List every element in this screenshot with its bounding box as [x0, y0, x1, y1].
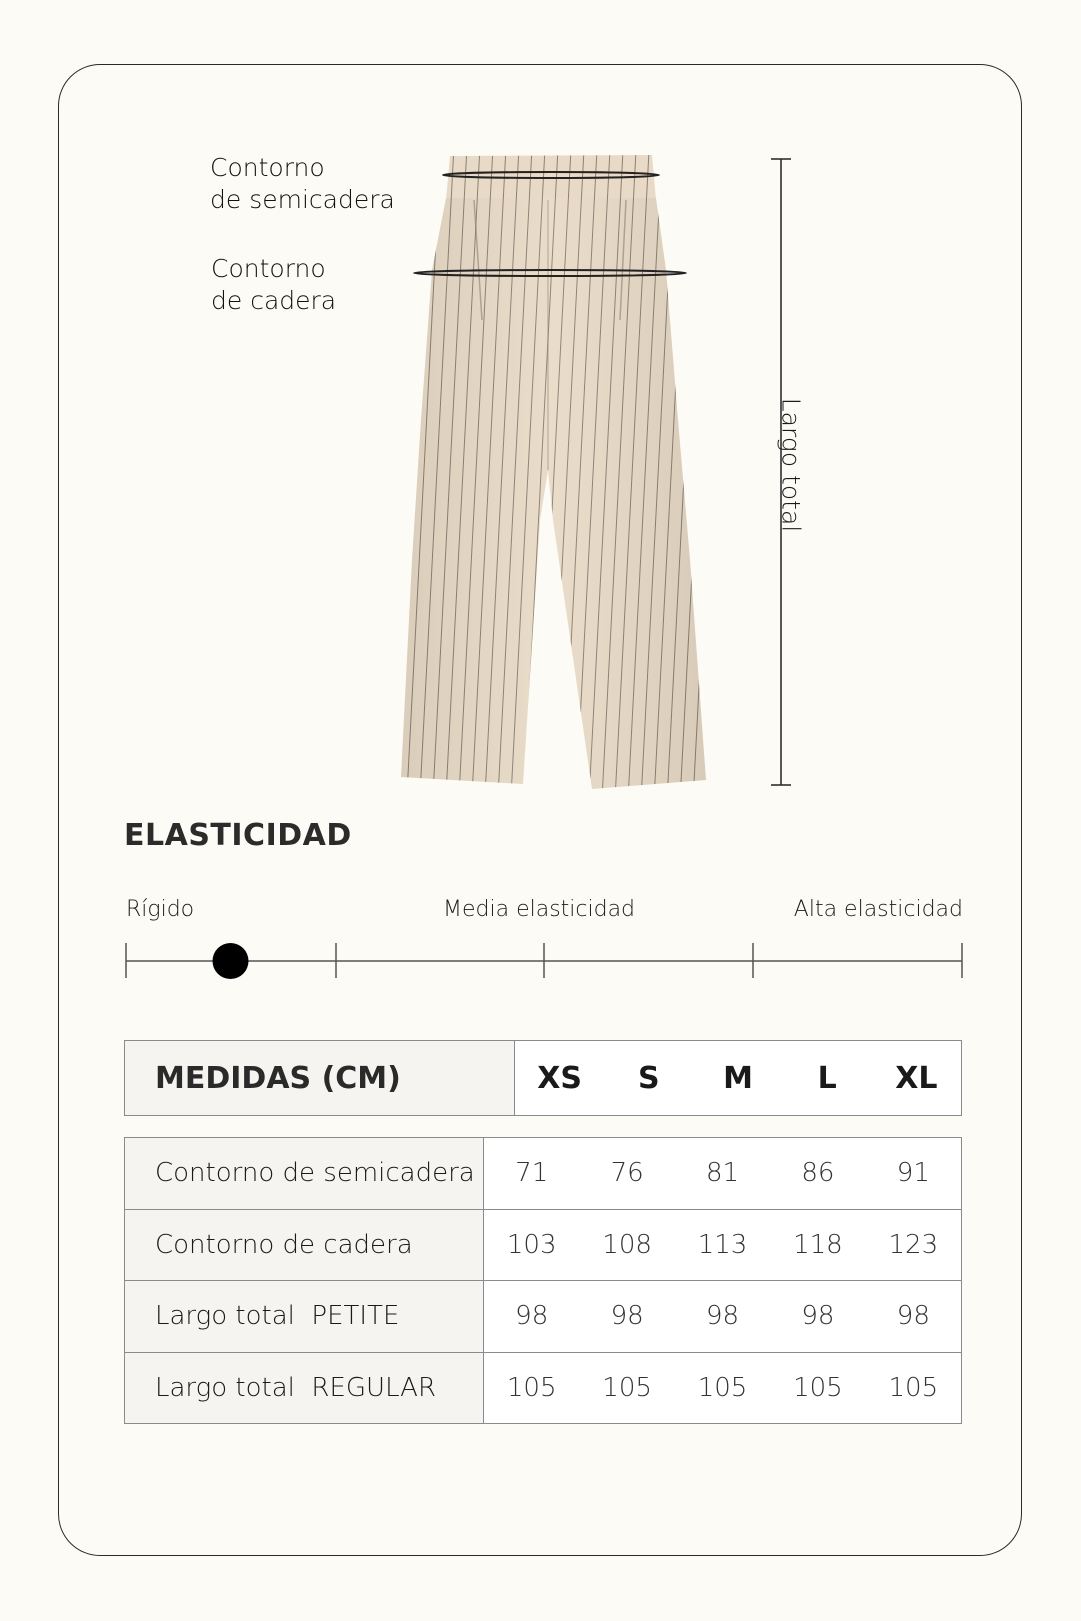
table-cell: 103: [506, 1229, 557, 1260]
table-cell: 98: [896, 1301, 930, 1332]
table-cell: 105: [506, 1372, 557, 1403]
row-label: Largo total REGULAR: [125, 1352, 484, 1424]
elasticity-level-marker: [213, 943, 249, 979]
scale-label-media: Media elasticidad: [443, 897, 636, 922]
label-largo-total: Largo total: [776, 397, 806, 533]
size-l: L: [817, 1060, 837, 1096]
table-cell: 86: [801, 1158, 835, 1189]
table-header-label: MEDIDAS (CM): [125, 1041, 515, 1116]
table-cell: 113: [697, 1229, 748, 1260]
scale-label-alta: Alta elasticidad: [793, 897, 963, 922]
table-cell: 108: [602, 1229, 652, 1260]
table-cell: 118: [793, 1229, 843, 1260]
label-cadera-line1: Contorno: [211, 254, 326, 283]
size-s: S: [638, 1060, 660, 1096]
table-cell: 105: [697, 1372, 748, 1403]
table-cell: 105: [793, 1372, 843, 1403]
table-cell: 98: [515, 1301, 549, 1332]
table-row: [125, 1352, 962, 1424]
row-label: Contorno de semicadera: [125, 1138, 484, 1210]
row-label: Contorno de cadera: [125, 1209, 484, 1281]
table-cell: 105: [602, 1372, 652, 1403]
row-label: Largo total PETITE: [125, 1281, 484, 1353]
table-cell: 76: [610, 1158, 644, 1189]
size-xl: XL: [895, 1060, 938, 1096]
label-semicadera-line1: Contorno: [210, 153, 325, 182]
table-cell: 98: [610, 1301, 644, 1332]
table-cell: 123: [888, 1229, 939, 1260]
scale-label-rigido: Rígido: [126, 897, 195, 922]
table-cell: 98: [801, 1301, 835, 1332]
size-xs: XS: [537, 1060, 582, 1096]
table-cell: 105: [888, 1372, 939, 1403]
table-cell: 91: [896, 1158, 930, 1189]
table-row: [125, 1281, 962, 1353]
size-m: M: [723, 1060, 753, 1096]
label-cadera-line2: de cadera: [211, 286, 337, 315]
table-cell: 98: [705, 1301, 740, 1332]
size-table-header: [124, 1040, 962, 1116]
table-cell: 81: [705, 1158, 740, 1189]
size-table-body: [124, 1137, 962, 1424]
table-cell: 71: [515, 1158, 549, 1189]
table-row: [125, 1138, 962, 1210]
table-row: [125, 1209, 962, 1281]
size-columns: [515, 1041, 962, 1116]
label-semicadera-line2: de semicadera: [210, 185, 395, 214]
elasticity-title: ELASTICIDAD: [124, 818, 352, 853]
